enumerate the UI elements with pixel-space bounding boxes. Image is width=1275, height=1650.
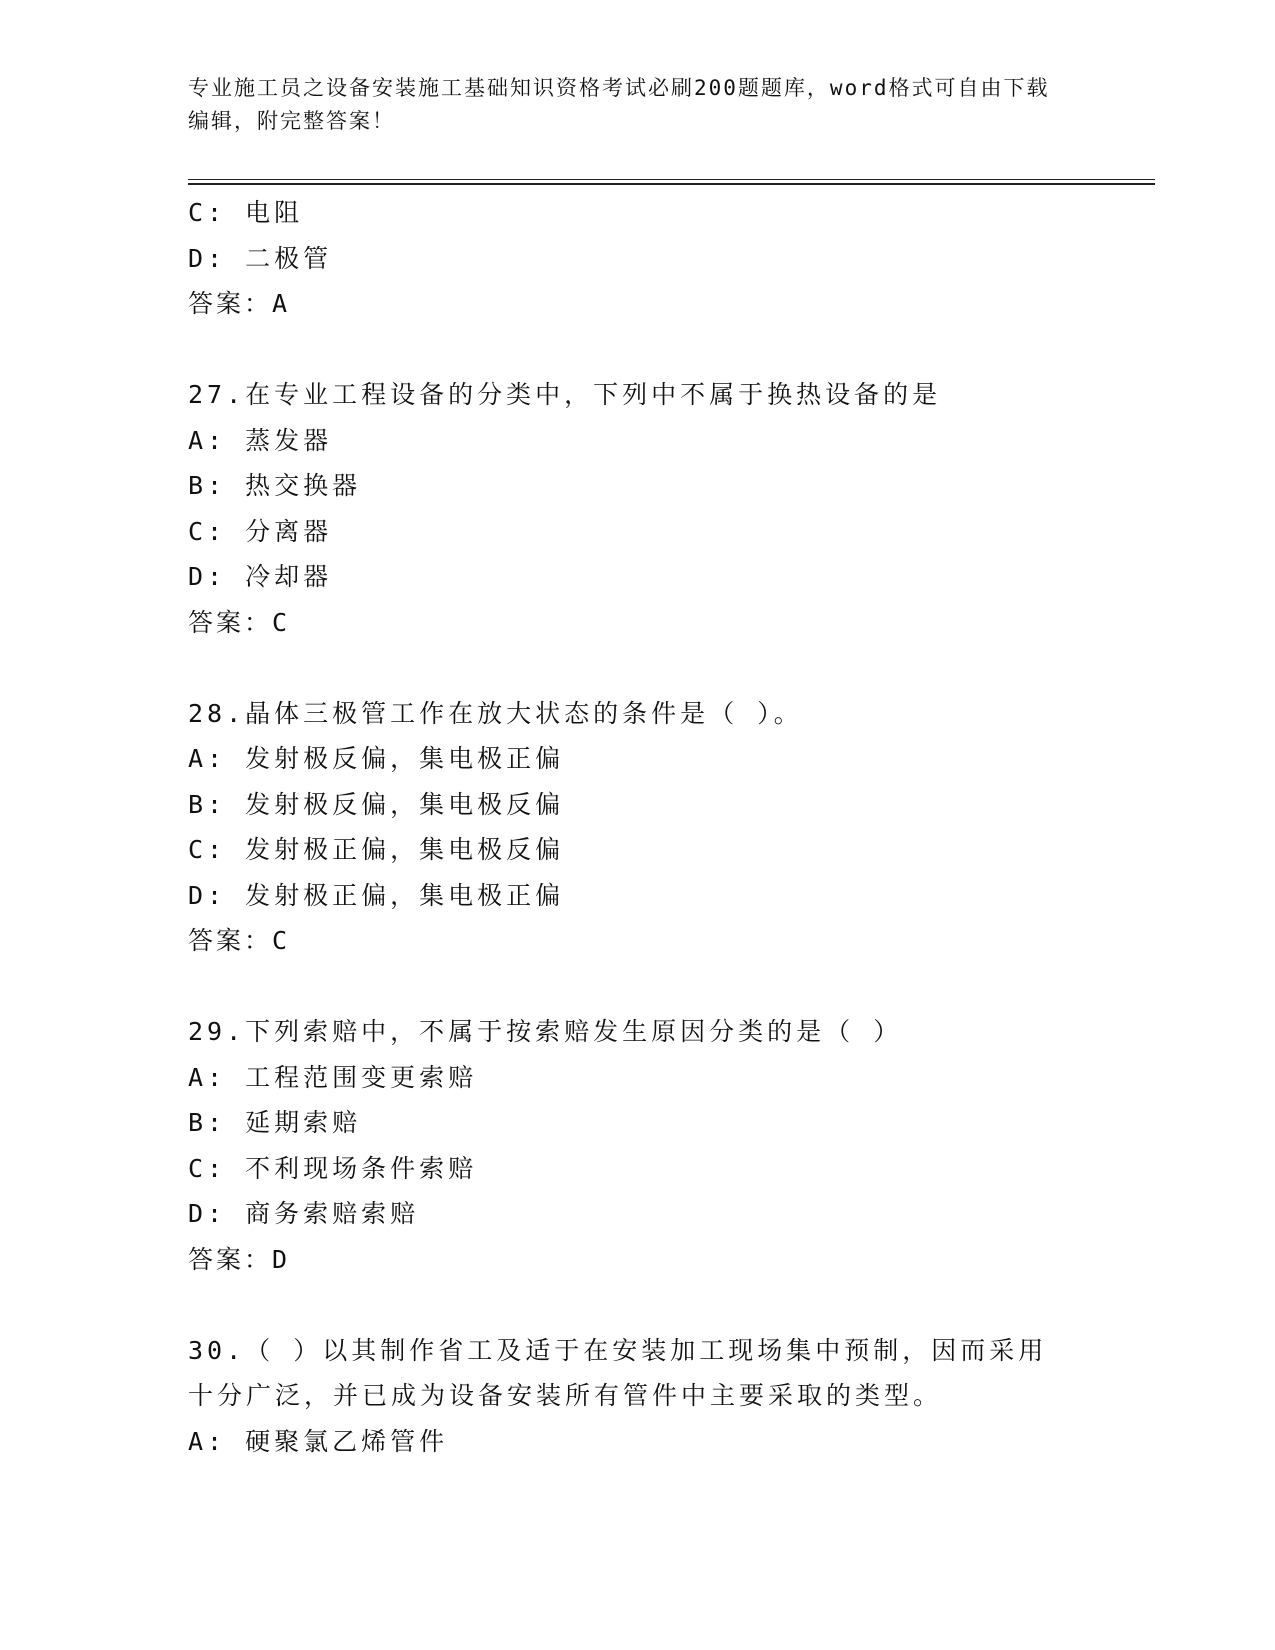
option-d: D: 商务索赔索赔 [188, 1199, 420, 1228]
option-a: A: 蒸发器 [188, 425, 333, 455]
option-c: C: 电阻 [188, 198, 304, 227]
answer-line: 答案：C [188, 926, 291, 955]
spacer [188, 645, 1088, 691]
spacer [188, 1282, 1088, 1328]
question-list [188, 190, 1088, 1464]
question-stem: 30.（ ）以其制作省工及适于在安装加工现场集中预制，因而采用十分广泛，并已成为设备安装所有管件中主要采取的类型。 [188, 1335, 1048, 1410]
option-d: D: 冷却器 [188, 562, 333, 591]
option-b: B: 热交换器 [188, 471, 362, 500]
question-stem: 28.晶体三极管工作在放大状态的条件是（ ）。 [188, 698, 803, 728]
header-divider-top [188, 179, 1155, 180]
option-c: C: 不利现场条件索赔 [188, 1153, 478, 1183]
answer-line: 答案：A [188, 289, 291, 318]
question-stem: 29.下列索赔中，不属于按索赔发生原因分类的是（ ） [188, 1017, 903, 1046]
option-c: C: 分离器 [188, 516, 333, 546]
answer-line: 答案：C [188, 607, 291, 637]
option-a: A: 工程范围变更索赔 [188, 1062, 478, 1092]
header-divider-bottom [188, 183, 1155, 185]
question-stem: 27.在专业工程设备的分类中，下列中不属于换热设备的是 [188, 380, 942, 409]
option-a: A: 发射极反偏，集电极正偏 [188, 744, 565, 773]
option-c: C: 发射极正偏，集电极反偏 [188, 835, 565, 864]
spacer [188, 964, 1088, 1010]
option-b: B: 发射极反偏，集电极反偏 [188, 789, 565, 819]
spacer [188, 327, 1088, 373]
option-d: D: 二极管 [188, 243, 333, 273]
answer-line: 答案：D [188, 1244, 291, 1274]
page-header: 专业施工员之设备安装施工基础知识资格考试必刷200题题库，word格式可自由下载编辑，附完整答案！ [188, 76, 1050, 133]
option-a: A: 硬聚氯乙烯管件 [188, 1426, 449, 1456]
option-b: B: 延期索赔 [188, 1108, 362, 1137]
option-d: D: 发射极正偏，集电极正偏 [188, 880, 565, 910]
